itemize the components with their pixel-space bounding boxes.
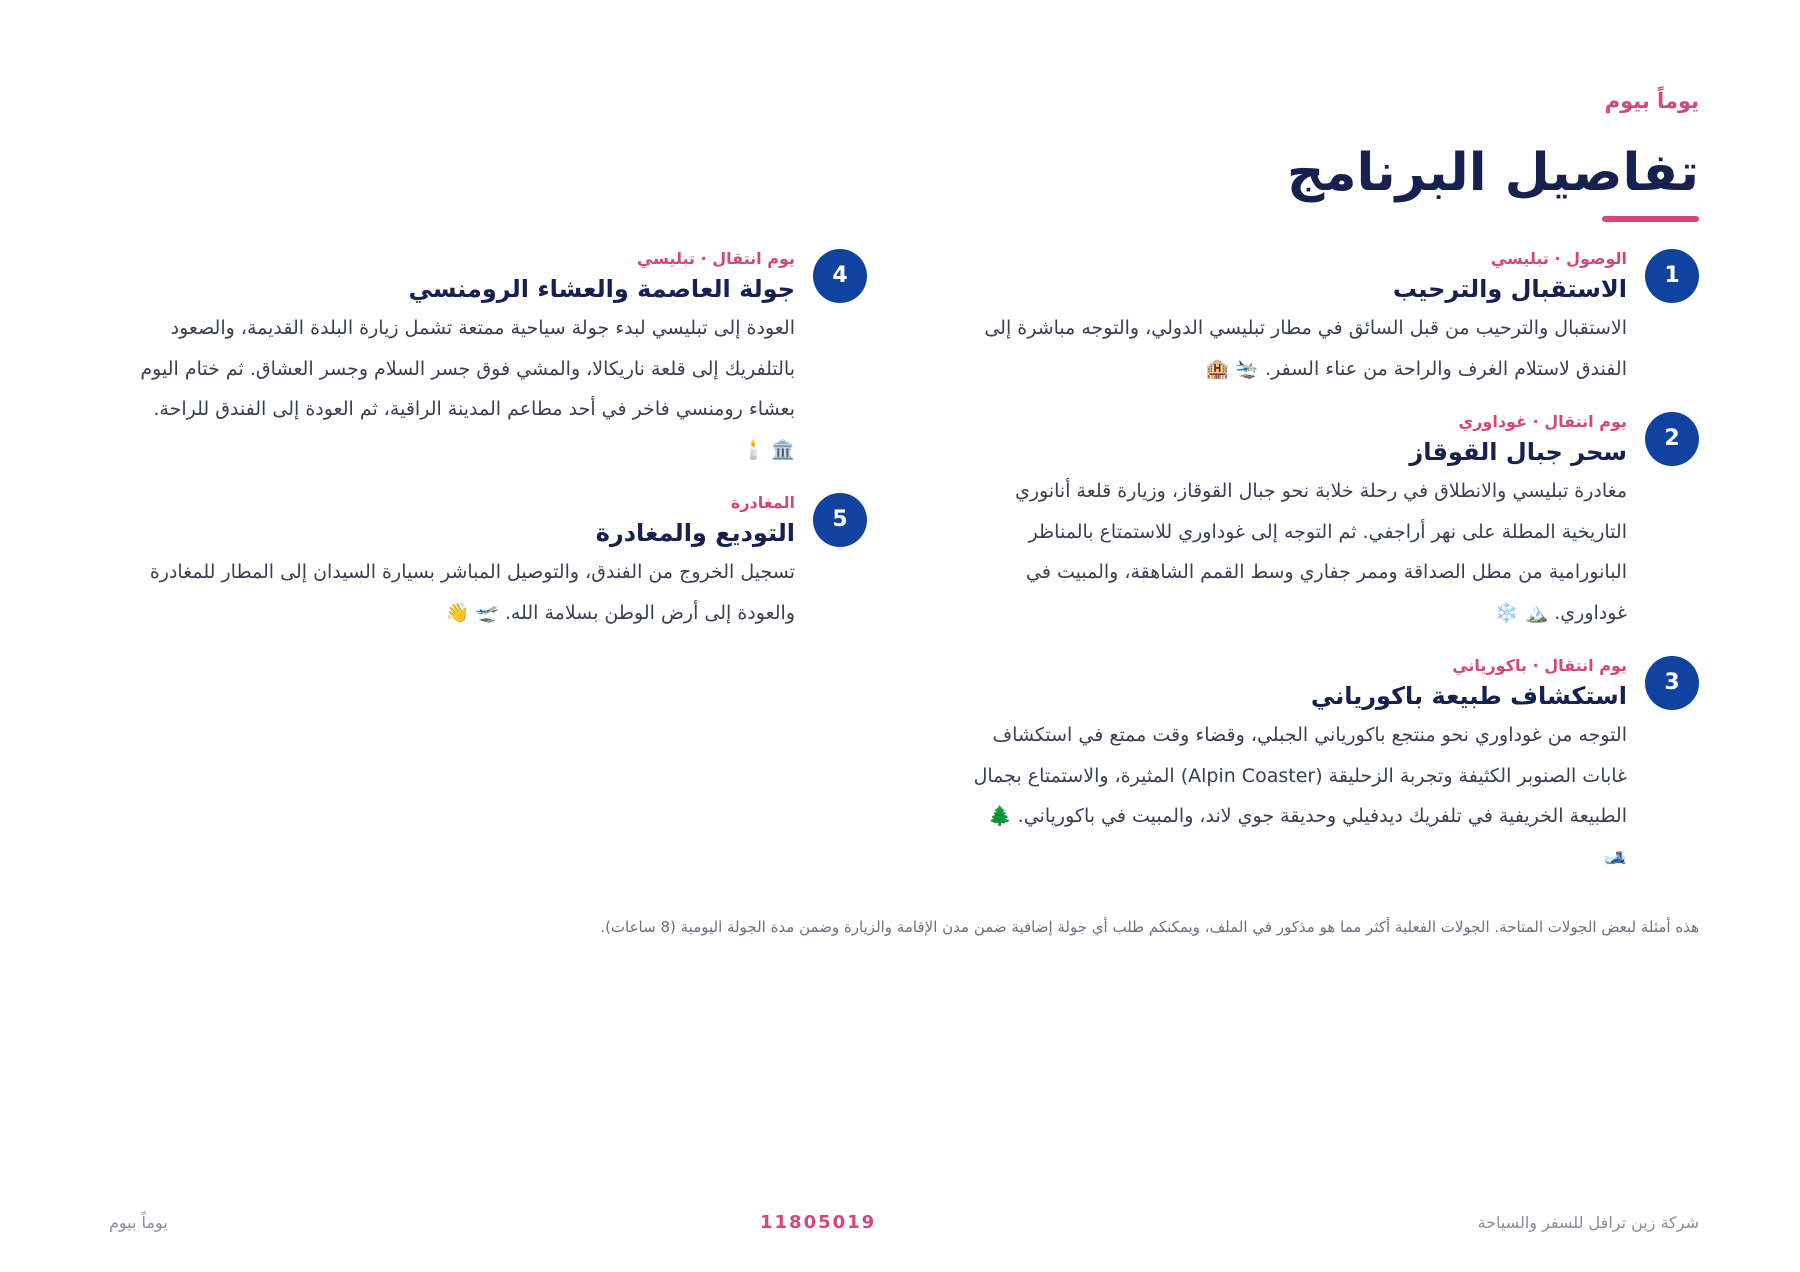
day-title: جولة العاصمة والعشاء الرومنسي [408,275,795,303]
day-title: استكشاف طبيعة باكورياني [1310,682,1627,710]
day-card-3 [959,655,1699,877]
title-underline [1602,216,1699,222]
day-number-badge: 2 [1645,412,1699,466]
day-tag: الوصول · تبليسي [1490,249,1627,268]
day-number-badge: 4 [813,249,867,303]
day-tag: يوم انتقال · باكورياني [1452,656,1627,675]
footer-brand: يوماً بيوم [109,1213,168,1232]
day-tag: يوم انتقال · غوداوري [1458,412,1627,431]
day-title: الاستقبال والترحيب [1392,275,1627,303]
day-card-2 [959,411,1699,633]
tours-note: هذه أمثلة لبعض الجولات المتاحة. الجولات الفعلية أكثر مما هو مذكور في الملف، ويمكنكم طلب أي جولة إضافية ضمن مدن الإقامة والزيارة وضمن مدة الجولة اليومية (8 ساعات). [600,918,1699,936]
day-number-badge: 1 [1645,249,1699,303]
itinerary-column-right [959,248,1699,899]
footer-phone: 11805019 [760,1212,877,1233]
day-description: مغادرة تبليسي والانطلاق في رحلة خلابة نحو جبال القوقاز، وزيارة قلعة أنانوري التاريخية المطلة على نهر أراجفي. ثم التوجه إلى غوداوري للاستمتاع بالمناظر البانورامية من مطل الصداقة وممر جفاري وسط القمم الشاهقة، والمبيت في غوداوري. 🏔️ ❄️ [1014,480,1627,624]
day-tag: المغادرة [730,493,795,512]
day-card-5 [127,492,867,633]
day-description: تسجيل الخروج من الفندق، والتوصيل المباشر بسيارة السيدان إلى المطار للمغادرة والعودة إلى أرض الوطن بسلامة الله. 🛫 👋 [149,561,795,624]
day-card-4 [127,248,867,470]
page-kicker: يوماً بيوم [1604,89,1699,113]
day-tag: يوم انتقال · تبليسي [636,249,795,268]
day-description: التوجه من غوداوري نحو منتجع باكورياني الجبلي، وقضاء وقت ممتع في استكشاف غابات الصنوبر الكثيفة وتجربة الزحليقة (Alpin Coaster) المثيرة، والاستمتاع بجمال الطبيعة الخريفية في تلفريك ديدفيلي وحديقة جوي لاند، والمبيت في باكورياني. 🌲 🎿 [973,724,1627,868]
page-header [999,86,1699,204]
day-card-1 [959,248,1699,389]
day-number-badge: 3 [1645,656,1699,710]
day-description: الاستقبال والترحيب من قبل السائق في مطار تبليسي الدولي، والتوجه مباشرة إلى الفندق لاستلام الغرف والراحة من عناء السفر. 🛬 🏨 [984,317,1627,380]
day-title: التوديع والمغادرة [595,519,795,547]
footer-company: شركة زين ترافل للسفر والسياحة [1477,1213,1699,1232]
page-title: تفاصيل البرنامج [1286,143,1699,203]
day-description: العودة إلى تبليسي لبدء جولة سياحية ممتعة تشمل زيارة البلدة القديمة، والصعود بالتلفريك إلى قلعة ناريكالا، والمشي فوق جسر السلام وجسر العشاق. ثم ختام اليوم بعشاء رومنسي فاخر في أحد مطاعم المدينة الراقية، ثم العودة إلى الفندق للراحة. 🏛️ 🕯️ [140,317,795,461]
day-title: سحر جبال القوقاز [1409,438,1627,466]
day-number-badge: 5 [813,493,867,547]
itinerary-column-left [127,248,867,655]
page-footer [0,1210,1800,1240]
